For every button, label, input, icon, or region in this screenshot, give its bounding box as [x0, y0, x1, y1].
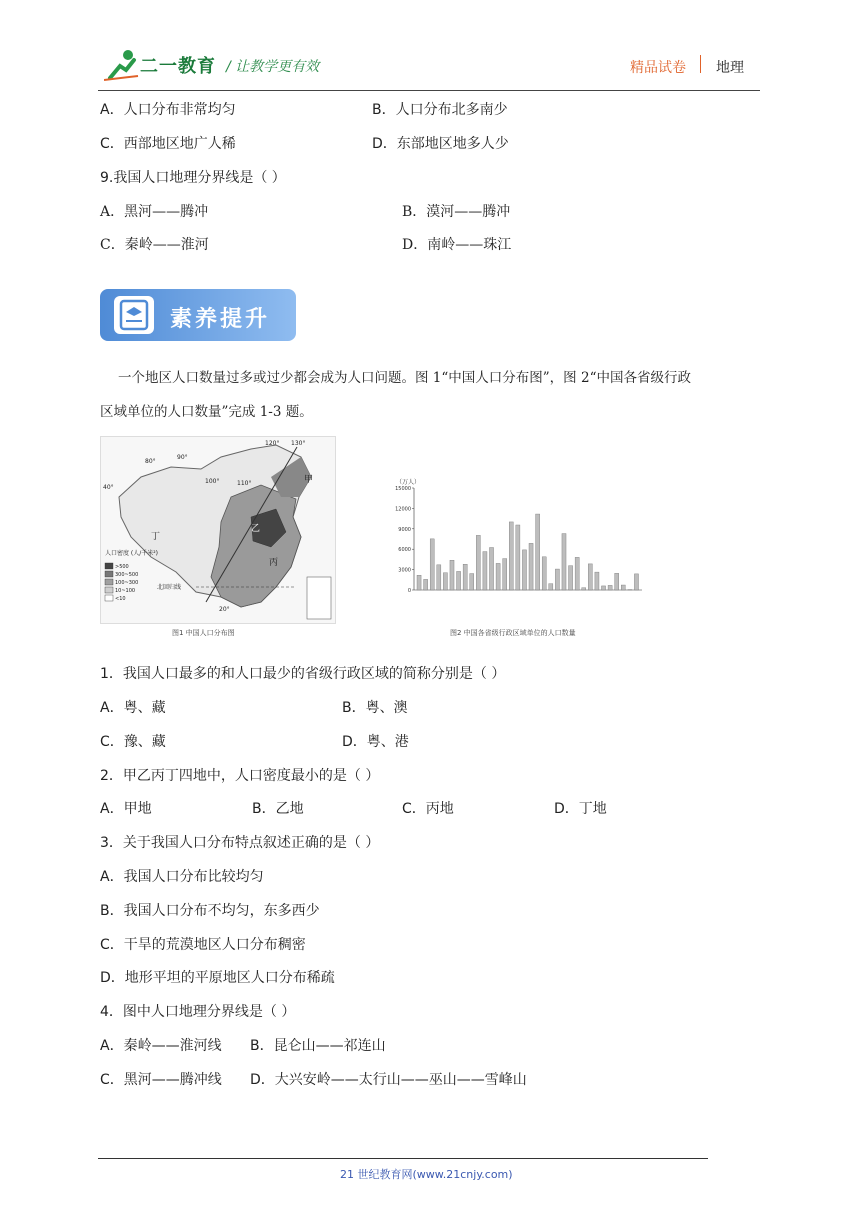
map-lon-label: 80° [145, 458, 156, 465]
slogan: / 让教学更有效 [226, 59, 320, 75]
q9-option-b: B．漠河——腾冲 [402, 204, 511, 220]
population-map-svg [101, 437, 335, 623]
q4-option-a: A．秦岭——淮河线 [100, 1038, 222, 1054]
population-bar [595, 572, 599, 590]
population-bar [417, 575, 421, 590]
population-bar [562, 534, 566, 590]
q3-option-d: D．地形平坦的平原地区人口分布稀疏 [100, 970, 335, 986]
population-bar [516, 525, 520, 590]
population-bar [489, 548, 493, 591]
q9-option-d: D．南岭——珠江 [402, 237, 512, 253]
y-tick-label: 12000 [395, 506, 411, 513]
population-bar [608, 585, 612, 590]
population-bar [463, 564, 467, 590]
intro-line-1: 一个地区人口数量过多或过少都会成为人口问题。图 1“中国人口分布图”，图 2“中国各省级行政 [118, 370, 691, 386]
population-bar [509, 522, 513, 590]
map-lon-label: 90° [177, 454, 188, 461]
map-legend-title: 人口密度 (人/千米²) [105, 550, 159, 557]
population-bar [457, 571, 461, 590]
population-bar [430, 539, 434, 590]
q3-option-c: C．干旱的荒漠地区人口分布稠密 [100, 937, 306, 953]
map-label-tropic: 北回归线 [157, 584, 182, 591]
q4-option-b: B．昆仑山——祁连山 [250, 1038, 386, 1054]
q9-option-a: A．黑河——腾冲 [100, 204, 209, 220]
y-tick-label: 9000 [398, 526, 411, 533]
population-bar [450, 560, 454, 590]
q1-stem: 1．我国人口最多的和人口最少的省级行政区域的简称分别是（ ） [100, 666, 506, 682]
population-bar-chart [394, 476, 644, 626]
y-tick-label: 0 [407, 588, 411, 594]
population-bar [529, 543, 533, 590]
map-lon-label: 110° [237, 480, 252, 487]
q2-option-d: D．丁地 [554, 801, 607, 817]
population-bar [542, 557, 546, 590]
q8-option-b: B．人口分布北多南少 [372, 102, 508, 118]
q1-option-c: C．豫、藏 [100, 734, 166, 750]
runner-logo-icon [104, 48, 140, 82]
population-bar [443, 573, 447, 590]
intro-line-2: 区域单位的人口数量”完成 1-3 题。 [100, 404, 313, 420]
population-bar [601, 586, 605, 590]
q2-option-b: B．乙地 [252, 801, 304, 817]
map-lat-label: 40° [103, 484, 114, 491]
q2-stem: 2．甲乙丙丁四地中，人口密度最小的是（ ） [100, 768, 380, 784]
q1-option-a: A．粤、藏 [100, 700, 166, 716]
map-lon-label: 100° [205, 478, 220, 485]
map-label-bing: 丙 [269, 558, 279, 568]
q3-stem: 3．关于我国人口分布特点叙述正确的是（ ） [100, 835, 380, 851]
q8-option-c: C．西部地区地广人稀 [100, 136, 236, 152]
population-bar [615, 573, 619, 590]
population-map [100, 436, 336, 624]
map-label-yi: 乙 [251, 524, 261, 534]
q2-option-c: C．丙地 [402, 801, 454, 817]
q4-stem: 4．图中人口地理分界线是（ ） [100, 1004, 296, 1020]
header-rule [98, 90, 760, 91]
population-bar [549, 584, 553, 590]
population-bar [588, 564, 592, 590]
map-legend-item: <10 [115, 596, 126, 602]
q3-option-a: A．我国人口分布比较均匀 [100, 869, 264, 885]
population-bar [470, 574, 474, 590]
map-legend-item: 10~100 [115, 588, 136, 594]
logo-text: 二一教育 [140, 56, 216, 77]
population-bar [496, 563, 500, 590]
chart-unit-label: （万人） [396, 479, 421, 486]
population-bar [503, 559, 507, 590]
q3-option-b: B．我国人口分布不均匀，东多西少 [100, 903, 320, 919]
y-tick-label: 3000 [398, 567, 411, 574]
q9-stem: 9.我国人口地理分界线是（ ） [100, 170, 286, 186]
population-bar [621, 585, 625, 590]
population-bar [437, 565, 441, 590]
y-tick-label: 6000 [398, 547, 411, 554]
header-subject: 地理 [716, 60, 744, 76]
header-tag: 精品试卷 [630, 60, 686, 76]
book-icon [114, 296, 154, 334]
q1-option-b: B．粤、澳 [342, 700, 408, 716]
population-bar [483, 552, 487, 590]
map-lon-label: 130° [291, 440, 306, 447]
population-bar [569, 566, 573, 590]
q1-option-d: D．粤、港 [342, 734, 409, 750]
q2-option-a: A．甲地 [100, 801, 152, 817]
map-legend-item: 300~500 [115, 572, 139, 578]
population-bar [582, 588, 586, 590]
footer-text: 21 世纪教育网(www.21cnjy.com) [340, 1168, 513, 1181]
population-bar [522, 550, 526, 590]
map-legend-item: >500 [115, 564, 129, 570]
population-bar [536, 514, 540, 590]
population-bar [634, 574, 638, 590]
chart-caption: 图2 中国各省级行政区域单位的人口数量 [450, 629, 576, 637]
q9-option-c: C．秦岭——淮河 [100, 237, 209, 253]
population-bar [575, 557, 579, 590]
population-bar [424, 579, 428, 590]
population-bar [555, 569, 559, 590]
map-label-jia: 甲 [304, 475, 314, 485]
map-caption: 图1 中国人口分布图 [172, 629, 235, 637]
map-lat-label: 20° [219, 606, 230, 613]
section-badge-label: 素养提升 [170, 307, 271, 332]
q8-option-a: A．人口分布非常均匀 [100, 102, 236, 118]
q8-option-d: D．东部地区地多人少 [372, 136, 509, 152]
y-tick-label: 15000 [395, 486, 411, 492]
q4-option-d: D．大兴安岭——太行山——巫山——雪峰山 [250, 1072, 527, 1088]
map-legend-item: 100~300 [115, 580, 139, 586]
footer-rule [98, 1158, 708, 1159]
map-label-ding: 丁 [151, 532, 161, 542]
header-separator [700, 55, 701, 73]
map-lon-label: 120° [265, 440, 280, 447]
population-bar [476, 535, 480, 590]
population-bar-chart-svg [394, 476, 644, 626]
q4-option-c: C．黑河——腾冲线 [100, 1072, 222, 1088]
